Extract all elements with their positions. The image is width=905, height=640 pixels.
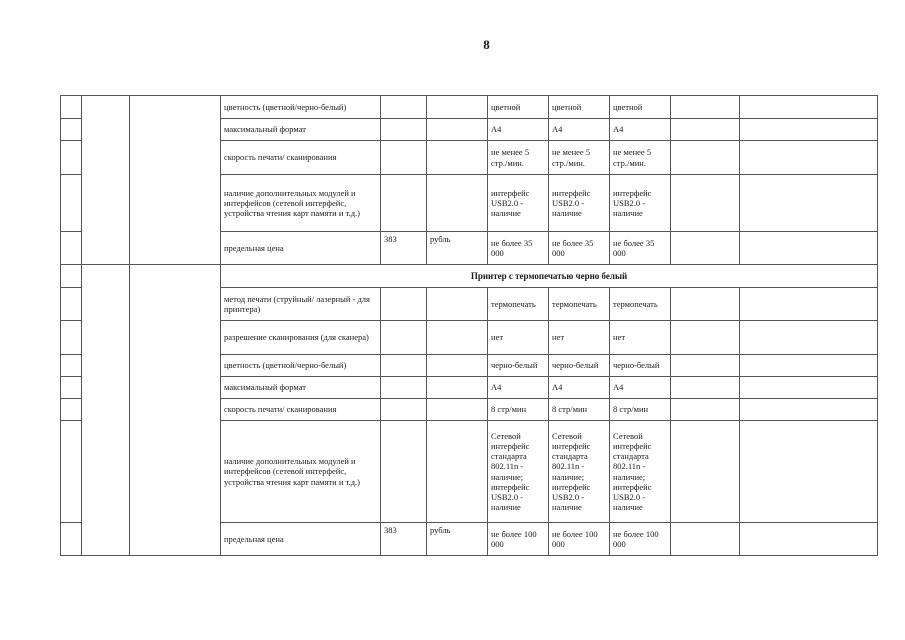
empty-cell (61, 141, 82, 175)
value-cell: А4 (610, 119, 671, 141)
value-cell: не более 100 000 (549, 523, 610, 556)
empty-cell (740, 523, 878, 556)
unit-code (381, 141, 427, 175)
value-cell: А4 (549, 119, 610, 141)
value-cell: не более 100 000 (488, 523, 549, 556)
unit-name (427, 119, 488, 141)
empty-cell (61, 321, 82, 355)
value-cell: не более 35 000 (488, 232, 549, 265)
unit-name (427, 321, 488, 355)
unit-code (381, 175, 427, 232)
unit-code (381, 321, 427, 355)
empty-cell (61, 288, 82, 321)
value-cell: А4 (488, 119, 549, 141)
empty-cell (740, 232, 878, 265)
value-cell: не менее 5 стр./мин. (488, 141, 549, 175)
characteristic-name: предельная цена (221, 232, 381, 265)
characteristic-name: цветность (цветной/черно-белый) (221, 355, 381, 377)
empty-cell (61, 421, 82, 523)
value-cell: не менее 5 стр./мин. (610, 141, 671, 175)
value-cell: термопечать (549, 288, 610, 321)
value-cell: А4 (610, 377, 671, 399)
empty-cell (671, 96, 740, 119)
unit-name (427, 96, 488, 119)
empty-cell (671, 141, 740, 175)
unit-code (381, 96, 427, 119)
unit-name (427, 399, 488, 421)
empty-cell (740, 377, 878, 399)
empty-cell (740, 421, 878, 523)
value-cell: интерфейс USB2.0 - наличие (488, 175, 549, 232)
empty-cell (61, 232, 82, 265)
empty-cell (130, 96, 221, 265)
value-cell: цветной (488, 96, 549, 119)
characteristic-name: метод печати (струйный/ лазерный - для принтера) (221, 288, 381, 321)
characteristic-name: скорость печати/ сканирования (221, 141, 381, 175)
unit-name (427, 288, 488, 321)
value-cell: 8 стр/мин (610, 399, 671, 421)
table-row (61, 265, 878, 288)
empty-cell (671, 232, 740, 265)
value-cell: Сетевой интерфейс стандарта 802.11n - наличие; интерфейс USB2.0 - наличие (488, 421, 549, 523)
unit-name: рубль (427, 523, 488, 556)
value-cell: 8 стр/мин (549, 399, 610, 421)
empty-cell (671, 377, 740, 399)
value-cell: термопечать (488, 288, 549, 321)
characteristic-name: наличие дополнительных модулей и интерфейсов (сетевой интерфейс, устройства чтения карт памяти и т.д.) (221, 421, 381, 523)
unit-name (427, 141, 488, 175)
value-cell: не более 35 000 (549, 232, 610, 265)
value-cell: не более 35 000 (610, 232, 671, 265)
empty-cell (61, 355, 82, 377)
empty-cell (130, 265, 221, 556)
value-cell: не более 100 000 (610, 523, 671, 556)
empty-cell (740, 141, 878, 175)
empty-cell (61, 523, 82, 556)
value-cell: интерфейс USB2.0 - наличие (610, 175, 671, 232)
unit-code (381, 399, 427, 421)
empty-cell (740, 288, 878, 321)
empty-cell (740, 175, 878, 232)
unit-code: 383 (381, 232, 427, 265)
value-cell: А4 (549, 377, 610, 399)
characteristic-name: максимальный формат (221, 119, 381, 141)
value-cell: интерфейс USB2.0 - наличие (549, 175, 610, 232)
value-cell: цветной (610, 96, 671, 119)
empty-cell (671, 523, 740, 556)
table-row (61, 96, 878, 119)
value-cell: нет (488, 321, 549, 355)
empty-cell (740, 355, 878, 377)
value-cell: нет (610, 321, 671, 355)
empty-cell (671, 321, 740, 355)
unit-code (381, 288, 427, 321)
empty-cell (82, 96, 130, 265)
characteristic-name: максимальный формат (221, 377, 381, 399)
empty-cell (740, 96, 878, 119)
characteristic-name: разрешение сканирования (для сканера) (221, 321, 381, 355)
empty-cell (671, 355, 740, 377)
value-cell: 8 стр/мин (488, 399, 549, 421)
unit-name (427, 355, 488, 377)
value-cell: Сетевой интерфейс стандарта 802.11n - наличие; интерфейс USB2.0 - наличие (549, 421, 610, 523)
empty-cell (61, 175, 82, 232)
value-cell: Сетевой интерфейс стандарта 802.11n - наличие; интерфейс USB2.0 - наличие (610, 421, 671, 523)
value-cell: термопечать (610, 288, 671, 321)
value-cell: черно-белый (488, 355, 549, 377)
specification-table (60, 95, 878, 556)
unit-code (381, 119, 427, 141)
value-cell: не менее 5 стр./мин. (549, 141, 610, 175)
empty-cell (671, 175, 740, 232)
empty-cell (740, 399, 878, 421)
value-cell: цветной (549, 96, 610, 119)
empty-cell (61, 119, 82, 141)
empty-cell (61, 377, 82, 399)
unit-name (427, 377, 488, 399)
value-cell: нет (549, 321, 610, 355)
unit-code: 383 (381, 523, 427, 556)
page-number: 8 (483, 37, 490, 52)
unit-code (381, 377, 427, 399)
unit-code (381, 421, 427, 523)
empty-cell (671, 421, 740, 523)
empty-cell (82, 265, 130, 556)
empty-cell (671, 119, 740, 141)
empty-cell (671, 399, 740, 421)
empty-cell (61, 96, 82, 119)
characteristic-name: наличие дополнительных модулей и интерфейсов (сетевой интерфейс, устройства чтения карт памяти и т.д.) (221, 175, 381, 232)
empty-cell (61, 399, 82, 421)
unit-name: рубль (427, 232, 488, 265)
unit-name (427, 175, 488, 232)
value-cell: черно-белый (610, 355, 671, 377)
unit-code (381, 355, 427, 377)
value-cell: черно-белый (549, 355, 610, 377)
empty-cell (740, 119, 878, 141)
empty-cell (740, 321, 878, 355)
characteristic-name: цветность (цветной/черно-белый) (221, 96, 381, 119)
value-cell: А4 (488, 377, 549, 399)
empty-cell (671, 288, 740, 321)
unit-name (427, 421, 488, 523)
section-title: Принтер с термопечатью черно белый (221, 265, 878, 288)
characteristic-name: предельная цена (221, 523, 381, 556)
empty-cell (61, 265, 82, 288)
characteristic-name: скорость печати/ сканирования (221, 399, 381, 421)
